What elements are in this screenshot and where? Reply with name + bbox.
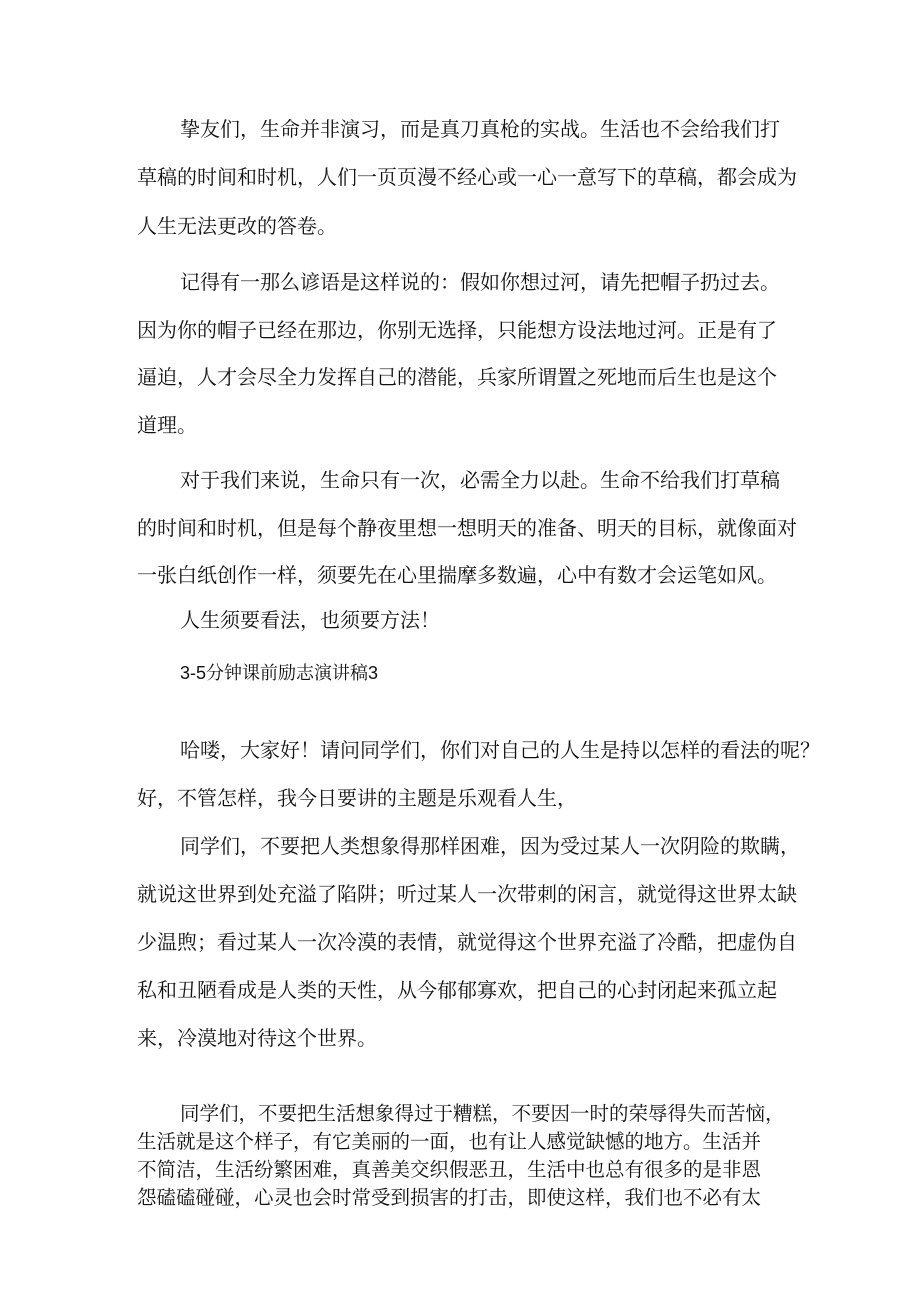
text-line: 人生无法更改的答卷。	[137, 214, 337, 238]
section-heading: 3-5分钟课前励志演讲稿3	[180, 663, 379, 683]
text-line: 来，冷漠地对待这个世界。	[137, 1026, 377, 1050]
text-line: 不简洁，生活纷繁困难，真善美交织假恶丑，生活中也总有很多的是非恩	[137, 1158, 762, 1181]
text-line: 道理。	[137, 413, 197, 437]
text-line: 人生须要看法，也须要方法！	[180, 608, 440, 632]
text-line: 私和丑陋看成是人类的天性，从今郁郁寡欢，把自己的心封闭起来孤立起	[137, 978, 777, 1002]
text-line: 记得有一那么谚语是这样说的：假如你想过河，请先把帽子扔过去。	[180, 270, 780, 294]
text-line: 同学们，不要把生活想象得过于糟糕，不要因一时的荣辱得失而苦恼，	[180, 1102, 785, 1125]
text-line: 挚友们，生命并非演习，而是真刀真枪的实战。生活也不会给我们打	[180, 117, 780, 141]
text-line: 怨磕磕碰碰，心灵也会时常受到损害的打击，即使这样，我们也不必有太	[137, 1186, 762, 1209]
text-line: 少温煦；看过某人一次冷漠的表情，就觉得这个世界充溢了冷酷，把虚伪自	[137, 930, 797, 954]
text-line: 的时间和时机，但是每个静夜里想一想明天的准备、明天的目标，就像面对	[137, 516, 797, 540]
text-line: 对于我们来说，生命只有一次，必需全力以赴。生命不给我们打草稿	[180, 468, 780, 492]
text-line: 同学们，不要把人类想象得那样困难，因为受过某人一次阴险的欺瞒，	[180, 834, 800, 858]
text-line: 生活就是这个样子，有它美丽的一面，也有让人感觉缺憾的地方。生活并	[137, 1130, 762, 1153]
text-line: 就说这世界到处充溢了陷阱；听过某人一次带刺的闲言，就觉得这世界太缺	[137, 882, 797, 906]
text-line: 一张白纸创作一样，须要先在心里揣摩多数遍，心中有数才会运笔如风。	[137, 563, 777, 587]
text-line: 哈喽，大家好！请问同学们，你们对自己的人生是持以怎样的看法的呢？	[180, 738, 820, 762]
text-line: 草稿的时间和时机，人们一页页漫不经心或一心一意写下的草稿，都会成为	[137, 165, 797, 189]
text-line: 逼迫，人才会尽全力发挥自己的潜能，兵家所谓置之死地而后生也是这个	[137, 365, 777, 389]
text-line: 因为你的帽子已经在那边，你别无选择，只能想方设法地过河。正是有了	[137, 318, 777, 342]
text-line: 好，不管怎样，我今日要讲的主题是乐观看人生，	[137, 786, 577, 810]
